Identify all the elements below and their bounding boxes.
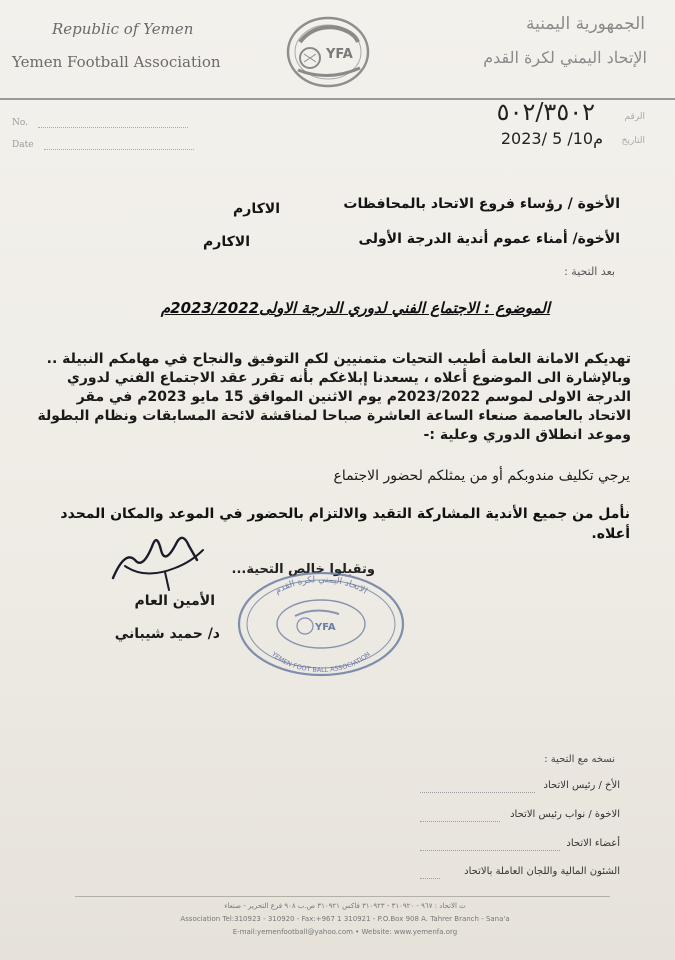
addressee-2-honorific: الاكارم: [203, 234, 250, 250]
signatory-name: د/ حميد شيباني: [114, 626, 220, 642]
reference-number: ٥٠٢/٣٥٠٢: [496, 98, 595, 126]
ar-country: الجمهورية اليمنية: [525, 14, 645, 34]
greeting: بعد التحية :: [564, 265, 615, 278]
signature: [105, 520, 210, 595]
subject-line: الموضوع : الاجتماع الفني لدوري الدرجة الاولى2023/2022م: [160, 299, 550, 317]
date-field: [12, 140, 194, 150]
footer-arabic: ت الاتحاد : ٩٦٧ - ٣١٠٩٢٠ - ٣١٠٩٢٣ فاكس ٣١٠٩٢١ ص.ب ٩٠٨ فرع التحرير - صنعاء: [224, 902, 466, 910]
cc-item: الشئون المالية واللجان العاملة بالاتحاد: [464, 866, 620, 877]
stamp-logo-text: YFA: [315, 622, 336, 633]
request-line: يرجي تكليف مندوبكم أو من يمثلكم لحضور الاجتماع: [333, 468, 630, 484]
en-org-name: Yemen Football Association: [12, 53, 221, 71]
footer-english: Association Tel:310923 - 310920 - Fax:+967 1 310921 - P.O.Box 908 A. Tahrer Branch - Sana'a: [180, 915, 510, 923]
footer-rule: [75, 896, 610, 897]
cc-title: نسخه مع التحية :: [544, 754, 615, 765]
no-label: No.: [12, 118, 28, 128]
body-line: الدرجة الاولى لموسم 2023/2022م يوم الاثنين الموافق 15 مايو 2023م في مقر: [76, 389, 631, 405]
ar-ref-label: الرقم: [624, 112, 645, 122]
addressee-2: الأخوة/ أمناء عموم أندية الدرجة الأولى: [358, 231, 620, 247]
logo-text: YFA: [326, 47, 353, 62]
footer-contact: E-mail:yemenfootball@yahoo.com • Website: www.yemenfa.org: [232, 928, 458, 936]
ar-date-label: التاريخ: [621, 136, 645, 146]
date-label: Date: [12, 140, 34, 150]
yfa-logo: [274, 12, 382, 94]
ar-org-name: الإتحاد اليمني لكرة القدم: [483, 48, 647, 67]
body-line: وموعد انطلاق الدوري وعلية :-: [423, 427, 631, 443]
en-country: Republic of Yemen: [52, 20, 194, 38]
stamp-ar-text: الاتحاد اليمني لكرة القدم: [273, 574, 369, 597]
body-line: تهديكم الامانة العامة أطيب التحيات متمنيين لكم التوفيق والنجاح في مهامكم النبيلة ..: [46, 351, 631, 367]
addressee-1-honorific: الاكارم: [233, 201, 280, 217]
signatory-title: الأمين العام: [134, 593, 215, 609]
cc-item: الاخوة / نواب رئيس الاتحاد: [510, 809, 620, 820]
official-stamp: [235, 568, 407, 678]
body-paragraph: [31, 350, 631, 445]
hope-paragraph: نأمل من جميع الأندية المشاركة التقيد والالتزام بالحضور في الموعد والمكان المحدد أعلاه.: [60, 506, 630, 542]
closing-line: وتقبلوا خالص التحية...: [231, 562, 375, 577]
stamp-en-text: YEMEN FOOT BALL ASSOCIATION: [270, 650, 372, 675]
body-line: وبالإشارة الى الموضوع أعلاه ، يسعدنا إبلاغكم بأنه تقرر عقد الاجتماع الفني لدوري: [66, 370, 631, 386]
no-field: [12, 118, 188, 128]
cc-item: الأخ / رئيس الاتحاد: [543, 780, 620, 791]
body-line: الاتحاد بالعاصمة صنعاء الساعة العاشرة صباحا لمناقشة لائحة المسابقات ونظام البطولة: [37, 408, 631, 424]
addressee-1: الأخوة / رؤساء فروع الاتحاد بالمحافظات: [343, 196, 620, 212]
cc-item: أعضاء الاتحاد: [566, 838, 620, 849]
letter-date: 2023/ 5 /10م: [500, 129, 603, 148]
